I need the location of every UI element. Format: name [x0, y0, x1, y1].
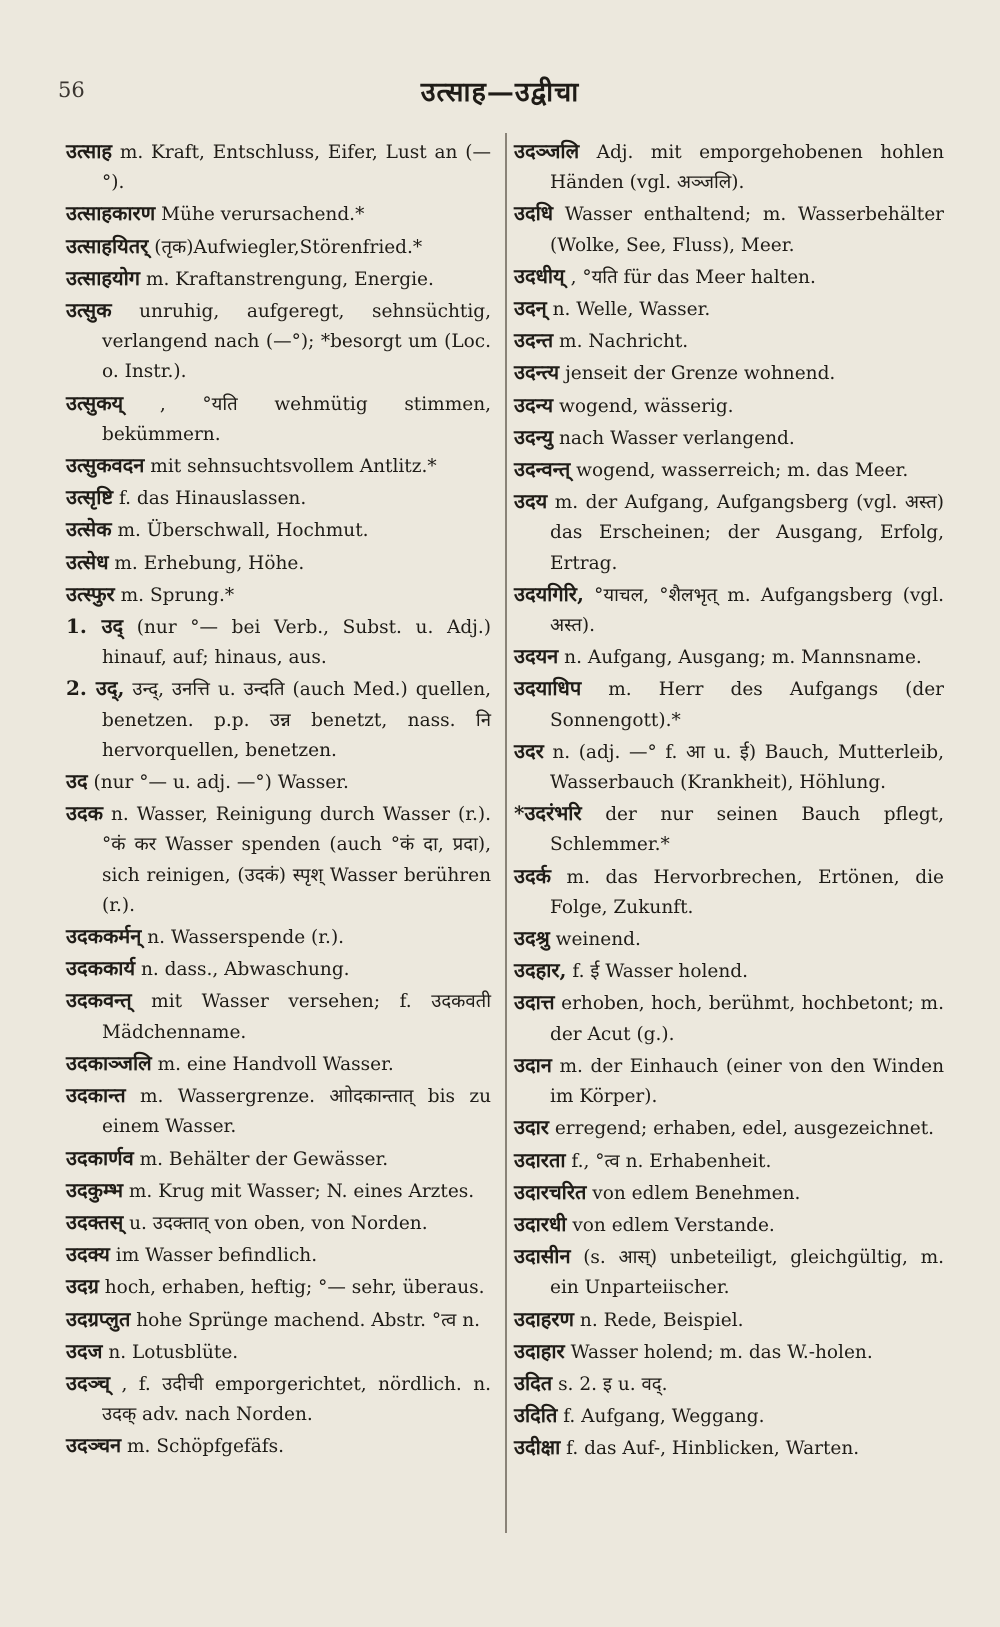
headword: उत्सेध: [66, 549, 109, 574]
definition: m. Behälter der Gewässer.: [139, 1148, 389, 1170]
definition: weinend.: [555, 929, 641, 951]
headword: उत्साह: [66, 139, 112, 163]
dictionary-entry: [514, 861, 944, 923]
definition: Wasser holend; m. das W.-holen.: [570, 1341, 873, 1363]
headword: उदग्र: [66, 1274, 99, 1299]
headword: उदयाधिप: [514, 676, 582, 701]
dictionary-entry: [514, 923, 944, 955]
headword: उत्सुक: [66, 298, 112, 323]
dictionary-entry: [514, 1177, 944, 1209]
dictionary-entry: [514, 798, 944, 860]
dictionary-entry: [66, 611, 491, 673]
headword: उदककार्य: [66, 956, 136, 981]
dictionary-entry: [66, 1143, 491, 1175]
definition: hohe Sprünge machend. Abstr. °त्व n.: [136, 1309, 481, 1331]
definition: (तृक)Aufwiegler,Störenfried.*: [154, 236, 423, 258]
definition: unruhig, aufgeregt, sehnsüchtig, verlangend nach (—°); *besorgt um (Loc. o. Instr.).: [102, 301, 491, 383]
definition: , °यति wehmütig stimmen, bekümmern.: [102, 393, 491, 445]
definition: m. Erhebung, Höhe.: [114, 552, 305, 574]
dictionary-entry: [514, 1400, 944, 1432]
dictionary-entry: [66, 514, 491, 546]
definition: m. der Aufgang, Aufgangsberg (vgl. अस्त) das Erscheinen; der Ausgang, Erfolg, Ertrag.: [550, 492, 944, 574]
definition: f. das Auf-, Hinblicken, Warten.: [566, 1438, 860, 1460]
dictionary-entry: [66, 482, 491, 514]
definition: (nur °— bei Verb., Subst. u. Adj.) hinauf, auf; hinaus, aus.: [102, 617, 491, 669]
headword: उदकवन्त्: [66, 988, 132, 1013]
headword: उद: [66, 769, 88, 794]
definition: f. ई Wasser holend.: [572, 961, 748, 983]
headword: उदारचरित: [514, 1179, 587, 1204]
definition: m. Wassergrenze. आोदकान्तात् bis zu einem Wasser.: [102, 1086, 491, 1138]
headword: उदाहार: [514, 1338, 565, 1363]
headword: उदार: [514, 1115, 549, 1140]
dictionary-entry: [66, 1207, 491, 1239]
headword: उदासीन: [514, 1244, 571, 1269]
headword: उदर: [514, 738, 544, 763]
dictionary-entry: [66, 921, 491, 953]
headword: उदित: [514, 1370, 553, 1395]
headword: उदयगिरि,: [514, 581, 584, 606]
headword: उदन्यु: [514, 424, 554, 449]
left-column: [66, 136, 491, 1463]
dictionary-entry: [514, 390, 944, 422]
headword: उदक्य: [66, 1242, 110, 1267]
headword: उत्साहयोग: [66, 265, 141, 290]
definition: m. Schöpfgefäfs.: [127, 1436, 284, 1458]
dictionary-entry: [514, 1050, 944, 1112]
dictionary-entry: [514, 641, 944, 673]
definition: m. eine Handvoll Wasser.: [157, 1053, 394, 1075]
headword: उदान: [514, 1052, 552, 1077]
headword: उदञ्चन: [66, 1433, 122, 1458]
dictionary-entry: [514, 579, 944, 641]
dictionary-entry: [514, 357, 944, 389]
dictionary-entry: [514, 1304, 944, 1336]
dictionary-entry: [66, 1048, 491, 1080]
dictionary-entry: [514, 293, 944, 325]
dictionary-entry: [514, 1368, 944, 1400]
definition: m. das Hervorbrechen, Ertönen, die Folge, Zukunft.: [550, 866, 944, 918]
dictionary-entry: [66, 231, 491, 263]
headword: उदककर्मन्: [66, 924, 142, 949]
definition: m. Krug mit Wasser; N. eines Arztes.: [128, 1180, 475, 1202]
dictionary-entry: [514, 1432, 944, 1464]
dictionary-entry: [66, 798, 491, 921]
definition: f., °त्व n. Erhabenheit.: [571, 1150, 772, 1172]
headword: उदधि: [514, 201, 554, 226]
definition: , f. उदीची emporgerichtet, nördlich. n. उदक् adv. nach Norden.: [102, 1373, 491, 1426]
dictionary-entry: [514, 136, 944, 198]
headword: उदन्त: [514, 328, 554, 353]
definition: m. Herr des Aufgangs (der Sonnengott).*: [550, 679, 944, 731]
definition: n. Rede, Beispiel.: [579, 1309, 744, 1331]
headword: उदक: [66, 801, 103, 826]
definition: von edlem Verstande.: [572, 1214, 775, 1236]
headword: उदक्तस्: [66, 1209, 124, 1234]
headword: उत्स्फुर: [66, 581, 115, 606]
headword: उदिति: [514, 1403, 558, 1428]
definition: (s. आस्) unbeteiligt, gleichgültig, m. ein Unparteiischer.: [550, 1247, 944, 1299]
dictionary-entry: [66, 579, 491, 611]
definition: u. उदक्तात् von oben, von Norden.: [129, 1212, 428, 1234]
dictionary-entry: [514, 454, 944, 486]
headword: उदकाञ्जलि: [66, 1050, 152, 1075]
dictionary-entry: [514, 325, 944, 357]
dictionary-entry: [66, 1080, 491, 1142]
definition: f. das Hinauslassen.: [118, 488, 307, 510]
headword: उदञ्जलि: [514, 139, 580, 163]
definition: wogend, wässerig.: [558, 395, 734, 417]
dictionary-entry: [66, 1368, 491, 1430]
dictionary-entry: [66, 547, 491, 579]
headword: उदारधी: [514, 1211, 567, 1236]
dictionary-entry: [514, 987, 944, 1049]
definition: von edlem Benehmen.: [592, 1182, 801, 1204]
definition: im Wasser befindlich.: [115, 1245, 318, 1267]
column-divider: [505, 133, 507, 1533]
definition: °याचल, °शैलभृत् m. Aufgangsberg (vgl. अस्त).: [550, 584, 945, 637]
dictionary-entry: [66, 1430, 491, 1462]
definition: s. 2. इ u. वद्.: [558, 1373, 668, 1395]
definition: n. Wasserspende (r.).: [147, 927, 345, 949]
headword: उदयन: [514, 644, 559, 669]
dictionary-entry: [514, 1209, 944, 1241]
headword: उत्सुकवदन: [66, 453, 145, 478]
dictionary-entry: [66, 673, 491, 766]
dictionary-entry: [66, 198, 491, 230]
headword: उत्सेक: [66, 517, 112, 542]
headword: उदहार,: [514, 958, 567, 983]
definition: n. (adj. —° f. आ u. ई) Bauch, Mutterleib, Wasserbauch (Krankheit), Höhlung.: [550, 741, 944, 794]
dictionary-entry: [66, 1271, 491, 1303]
dictionary-entry: [514, 486, 944, 579]
definition: nach Wasser verlangend.: [558, 427, 795, 449]
dictionary-entry: [514, 261, 944, 293]
headword: 2. उद्,: [66, 676, 125, 701]
dictionary-entry: [514, 955, 944, 987]
right-column: [514, 136, 944, 1465]
running-head: उत्साह—उद्वीचा: [420, 77, 580, 108]
dictionary-entry: [66, 263, 491, 295]
definition: m. Sprung.*: [120, 584, 235, 606]
dictionary-entry: [514, 198, 944, 260]
headword: उदज: [66, 1338, 103, 1363]
dictionary-entry: [514, 1241, 944, 1303]
headword: उदाहरण: [514, 1306, 575, 1331]
dictionary-entry: [514, 422, 944, 454]
definition: उन्द्, उनत्ति u. उन्दति (auch Med.) quellen, benetzen. p.p. उन्न benetzt, nass. नि hervorquellen, benetzen.: [102, 679, 491, 761]
headword: उत्साहकारण: [66, 201, 156, 226]
dictionary-entry: [66, 1336, 491, 1368]
definition: mit Wasser versehen; f. उदकवती Mädchenname.: [102, 991, 491, 1043]
definition: Adj. mit emporgehobenen hohlen Händen (vgl. अञ्जलि).: [550, 142, 944, 194]
headword: उदन्त्य: [514, 360, 560, 385]
headword: उत्साहयितर्: [66, 233, 149, 258]
dictionary-entry: [66, 1175, 491, 1207]
dictionary-entry: [66, 953, 491, 985]
definition: (nur °— u. adj. —°) Wasser.: [93, 772, 349, 794]
headword: उदन्: [514, 296, 547, 321]
headword: उदर्क: [514, 863, 551, 888]
headword: उदन्य: [514, 392, 554, 417]
dictionary-entry: [514, 736, 944, 798]
headword: *उदरंभरि: [514, 801, 582, 826]
definition: n. dass., Abwaschung.: [140, 959, 350, 981]
definition: n. Welle, Wasser.: [552, 299, 711, 321]
headword: उदात्त: [514, 990, 555, 1015]
headword: उदकार्णव: [66, 1145, 134, 1170]
definition: m. Kraft, Entschluss, Eifer, Lust an (—°).: [102, 142, 491, 194]
definition: n. Lotusblüte.: [108, 1341, 239, 1363]
dictionary-entry: [514, 1336, 944, 1368]
headword: उदग्रप्लुत: [66, 1306, 131, 1331]
dictionary-entry: [66, 985, 491, 1047]
definition: f. Aufgang, Weggang.: [563, 1406, 765, 1428]
headword: उदकान्त: [66, 1083, 126, 1108]
headword: उदधीय्: [514, 263, 565, 288]
dictionary-entry: [66, 766, 491, 798]
definition: der nur seinen Bauch pflegt, Schlemmer.*: [550, 804, 944, 856]
page-number: 56: [58, 78, 85, 102]
dictionary-entry: [66, 136, 491, 198]
definition: n. Wasser, Reinigung durch Wasser (r.). °कं कर Wasser spenden (auch °कं दा, प्रदा), sich reinigen, (उदकं) स्पृश् Wasser berühren (r.).: [102, 804, 491, 916]
headword: उदारता: [514, 1147, 566, 1172]
dictionary-entry: [66, 295, 491, 388]
definition: Wasser enthaltend; m. Wasserbehälter (Wolke, See, Fluss), Meer.: [550, 204, 944, 256]
headword: उत्सुकय्: [66, 390, 124, 415]
definition: mit sehnsuchtsvollem Antlitz.*: [150, 456, 437, 478]
definition: , °यति für das Meer halten.: [570, 266, 816, 288]
dictionary-entry: [66, 1239, 491, 1271]
definition: m. Nachricht.: [559, 331, 689, 353]
headword: 1. उद्: [66, 614, 124, 639]
headword: उत्सृष्टि: [66, 485, 114, 510]
definition: m. Kraftanstrengung, Energie.: [145, 268, 434, 290]
definition: erregend; erhaben, edel, ausgezeichnet.: [554, 1118, 935, 1140]
definition: jenseit der Grenze wohnend.: [565, 363, 836, 385]
definition: hoch, erhaben, heftig; °— sehr, überaus.: [104, 1277, 485, 1299]
dictionary-entry: [66, 388, 491, 450]
headword: उदय: [514, 489, 548, 514]
definition: erhoben, hoch, berühmt, hochbetont; m. der Acut (g.).: [550, 993, 944, 1045]
headword: उदञ्च्: [66, 1370, 111, 1395]
definition: wogend, wasserreich; m. das Meer.: [576, 460, 909, 482]
definition: m. Überschwall, Hochmut.: [117, 520, 369, 542]
dictionary-entry: [514, 1145, 944, 1177]
headword: उदश्रु: [514, 926, 550, 951]
definition: n. Aufgang, Ausgang; m. Mannsname.: [564, 647, 922, 669]
headword: उदकुम्भ: [66, 1177, 123, 1202]
dictionary-entry: [514, 1112, 944, 1144]
headword: उदीक्षा: [514, 1435, 561, 1460]
headword: उदन्वन्त्: [514, 457, 571, 482]
dictionary-entry: [66, 1304, 491, 1336]
dictionary-entry: [66, 450, 491, 482]
dictionary-entry: [514, 673, 944, 735]
definition: Mühe verursachend.*: [161, 204, 365, 226]
definition: m. der Einhauch (einer von den Winden im Körper).: [550, 1055, 944, 1108]
